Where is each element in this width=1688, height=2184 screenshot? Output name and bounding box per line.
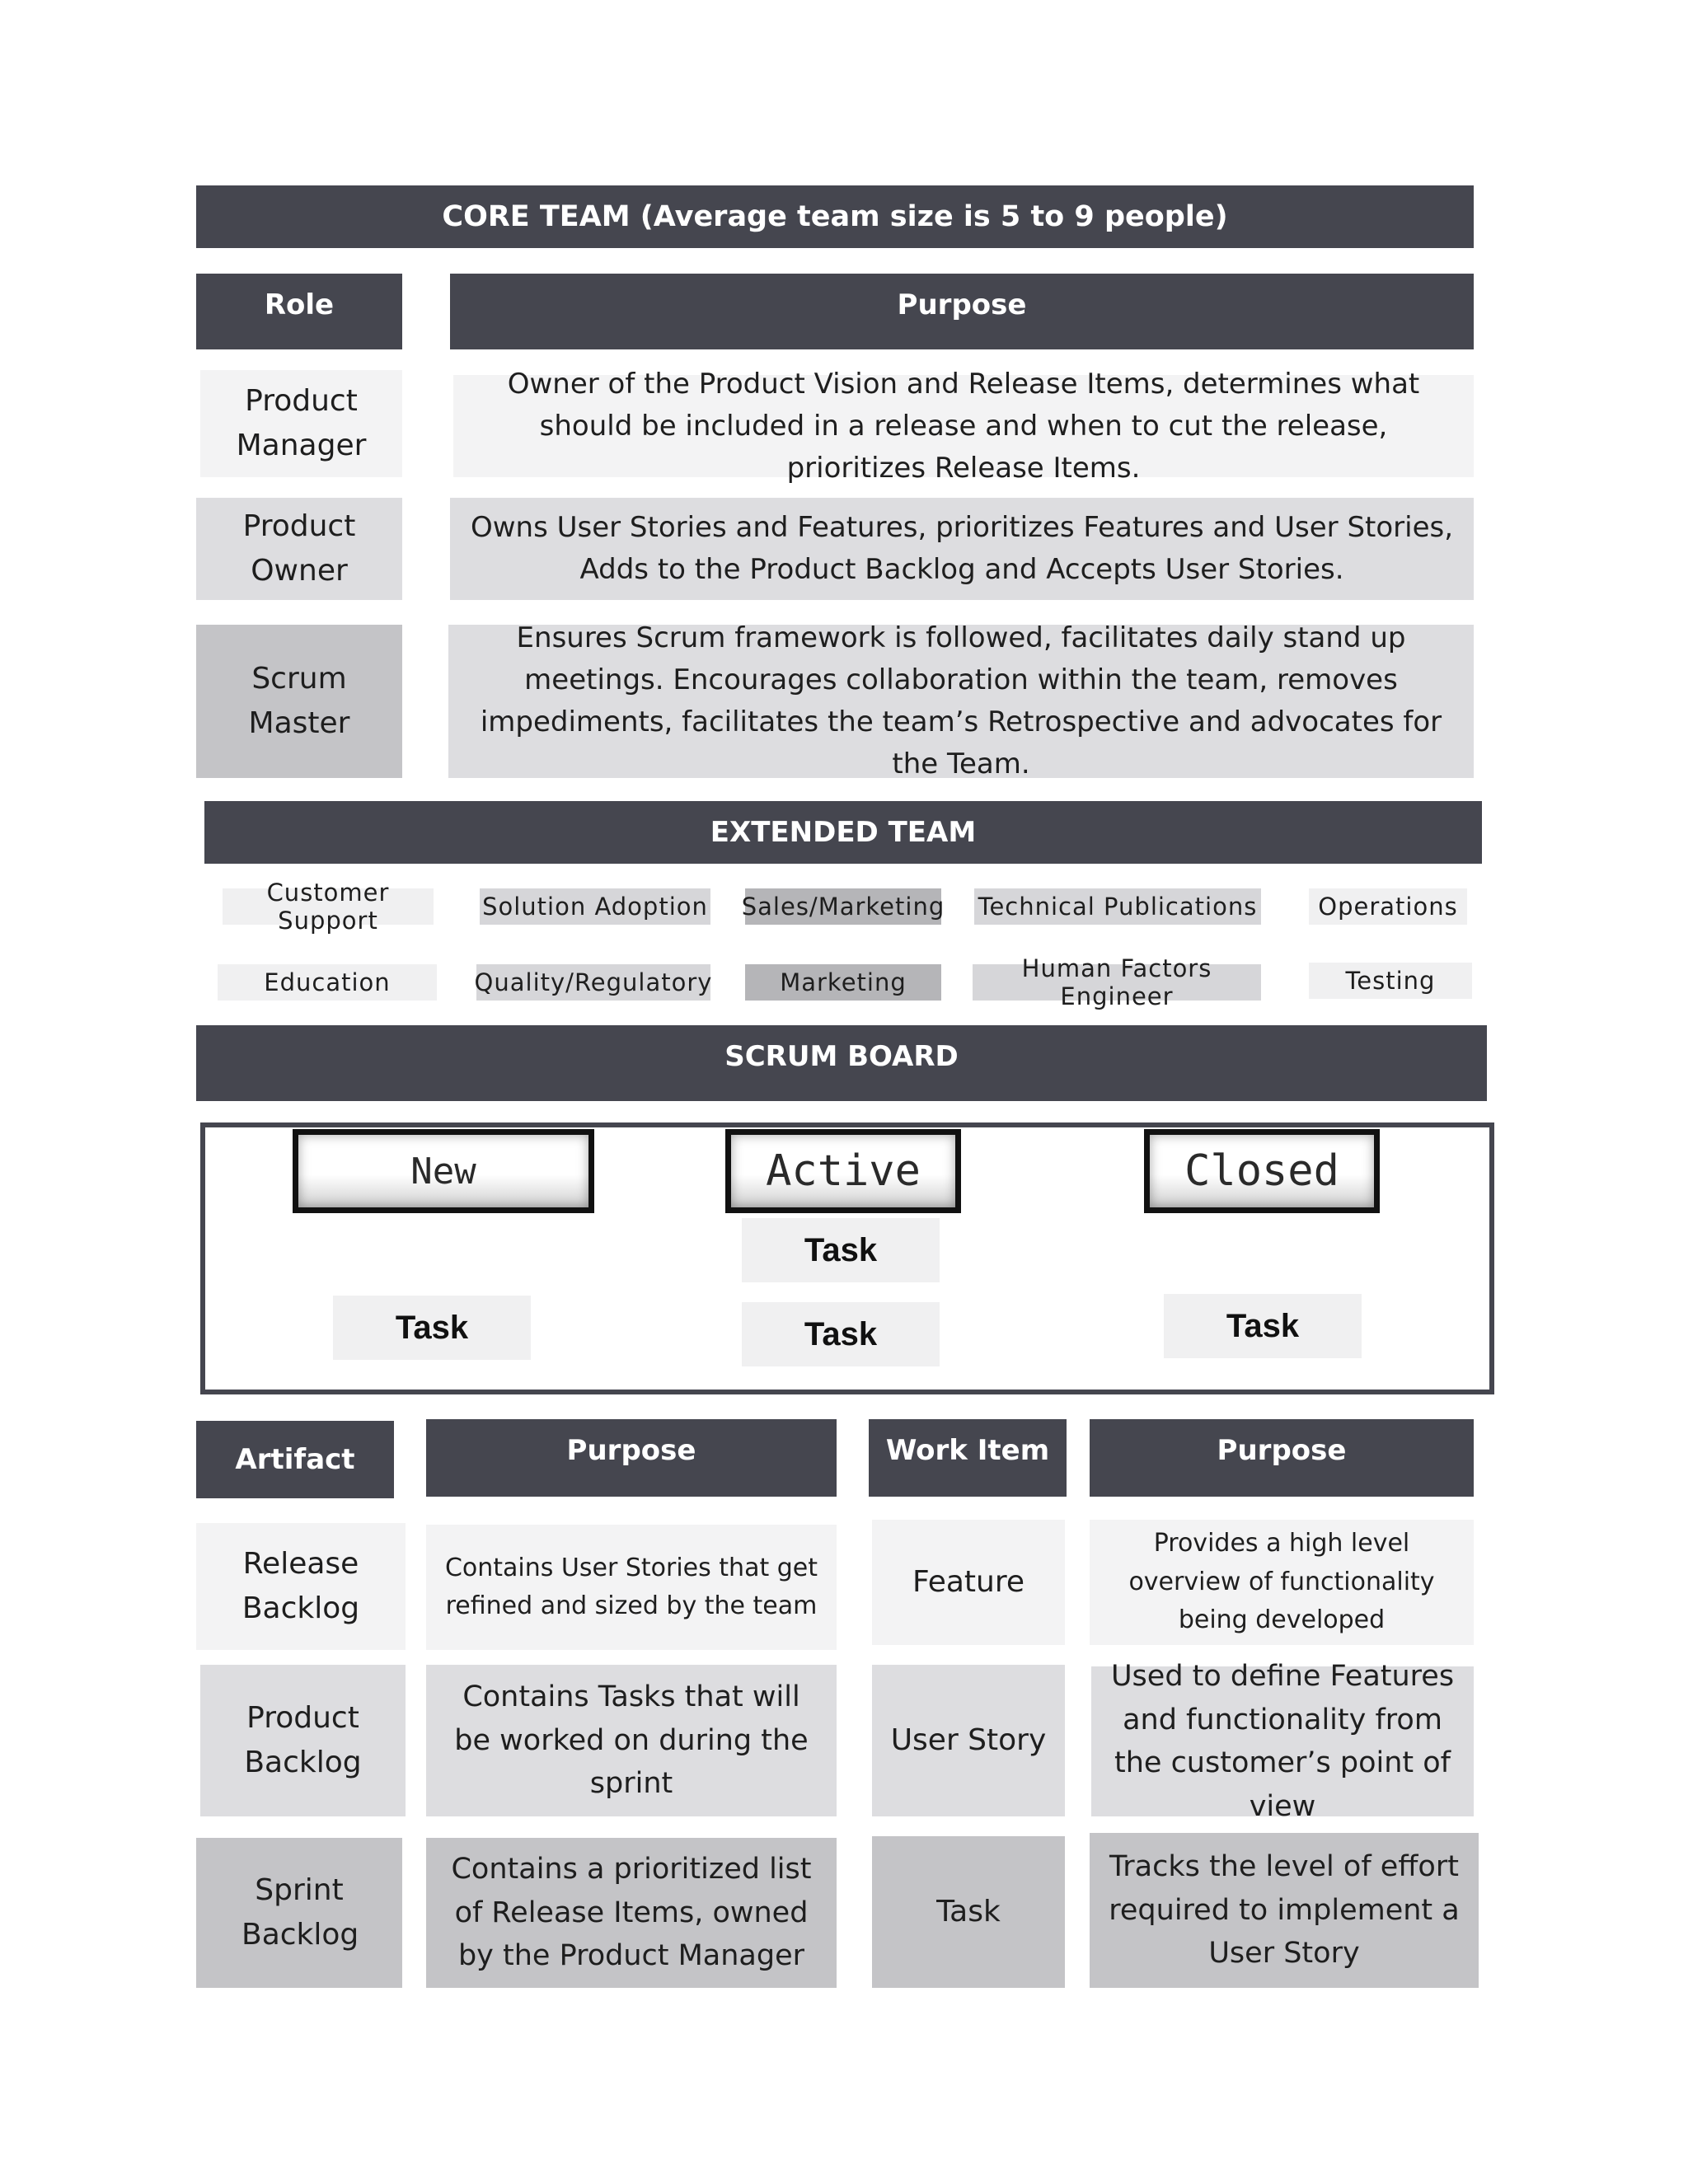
purpose-text: Owns User Stories and Features, prioritizes Features and User Stories, Adds to the Product Backlog and Accepts User Stories.	[470, 511, 1454, 586]
task-card[interactable]	[742, 1302, 940, 1366]
artifact-release-backlog	[196, 1523, 406, 1650]
artifact-purpose-product-backlog	[426, 1665, 837, 1816]
role-scrum-master	[196, 625, 402, 778]
artifact-purpose-column-header	[426, 1419, 837, 1497]
work-item-purpose-header-label: Purpose	[1217, 1434, 1347, 1467]
member-chip	[974, 888, 1261, 925]
task-card[interactable]	[742, 1218, 940, 1282]
task-label: Task	[804, 1315, 878, 1352]
member-chip	[741, 888, 945, 925]
work-item-feature	[872, 1520, 1065, 1645]
member-label: Technical Publications	[978, 893, 1258, 921]
work-item-task	[872, 1836, 1065, 1988]
scrum-board-header	[196, 1025, 1487, 1101]
member-chip	[1309, 963, 1472, 999]
member-label: Sales/Marketing	[741, 893, 945, 921]
column-new	[293, 1129, 594, 1213]
member-label: Testing	[1345, 967, 1436, 995]
purpose-text: Provides a high level overview of functionality being developed	[1128, 1529, 1435, 1635]
member-chip	[745, 964, 941, 1001]
core-purpose-header-label: Purpose	[897, 288, 1027, 321]
member-chip	[474, 964, 713, 1001]
core-team-header	[196, 185, 1474, 248]
artifact-label: Sprint Backlog	[241, 1873, 359, 1952]
member-label: Customer Support	[266, 879, 390, 935]
task-label: Task	[395, 1309, 469, 1346]
purpose-product-manager	[453, 367, 1474, 485]
artifact-purpose-sprint-backlog	[426, 1838, 837, 1988]
member-chip	[223, 879, 434, 935]
member-label: Quality/Regulatory	[474, 968, 713, 996]
work-item-purpose-task	[1090, 1833, 1479, 1988]
purpose-scrum-master	[448, 621, 1474, 780]
artifact-purpose-header-label: Purpose	[566, 1434, 696, 1467]
work-item-purpose-column-header	[1090, 1419, 1474, 1497]
role-product-owner	[196, 498, 402, 600]
extended-team-header	[204, 801, 1482, 864]
artifact-purpose-release-backlog	[426, 1525, 837, 1650]
task-card[interactable]	[333, 1296, 531, 1360]
purpose-text: Contains a prioritized list of Release Items, owned by the Product Manager	[451, 1853, 812, 1973]
role-column-header	[196, 274, 402, 349]
extended-team-title: EXTENDED TEAM	[710, 816, 977, 849]
role-label: Scrum Master	[248, 662, 350, 740]
artifact-label: Release Backlog	[241, 1547, 360, 1625]
member-chip	[218, 964, 437, 1001]
member-label: Human Factors Engineer	[1021, 954, 1212, 1010]
artifact-header-label: Artifact	[235, 1443, 355, 1476]
column-label: Closed	[1184, 1146, 1339, 1196]
scrum-board-title: SCRUM BOARD	[724, 1040, 959, 1073]
purpose-text: Ensures Scrum framework is followed, facilitates daily stand up meetings. Encourages collaboration within the team, removes impediments, facilitates the team’s Retrospective and advocates for the Team.	[480, 621, 1442, 780]
task-label: Task	[804, 1231, 878, 1268]
work-item-purpose-feature	[1090, 1520, 1474, 1645]
member-label: Marketing	[780, 968, 907, 996]
role-label: Product Owner	[242, 509, 356, 588]
member-label: Solution Adoption	[482, 893, 708, 921]
role-label: Product Manager	[236, 384, 367, 462]
work-item-header-label: Work Item	[885, 1434, 1050, 1467]
core-team-title: CORE TEAM (Average team size is 5 to 9 people)	[442, 200, 1228, 233]
artifact-sprint-backlog	[196, 1838, 402, 1988]
purpose-text: Owner of the Product Vision and Release Items, determines what should be included in a release and when to cut the release, prioritizes Release Items.	[507, 367, 1420, 485]
column-label: New	[410, 1150, 476, 1193]
member-label: Operations	[1318, 893, 1458, 921]
member-chip	[973, 954, 1261, 1010]
purpose-text: Tracks the level of effort required to implement a User Story	[1109, 1850, 1460, 1971]
artifact-column-header	[196, 1421, 394, 1498]
core-purpose-column-header	[450, 274, 1474, 349]
artifact-product-backlog	[200, 1665, 406, 1816]
work-item-purpose-user-story	[1091, 1660, 1474, 1823]
work-item-label: Task	[936, 1895, 1001, 1929]
column-label: Active	[766, 1146, 921, 1196]
member-chip	[1309, 888, 1467, 925]
work-item-label: Feature	[912, 1565, 1025, 1599]
task-label: Task	[1226, 1307, 1300, 1344]
member-chip	[480, 888, 710, 925]
purpose-text: Used to define Features and functionality from the customer’s point of view	[1110, 1660, 1455, 1823]
work-item-label: User Story	[890, 1723, 1047, 1757]
artifact-label: Product Backlog	[244, 1701, 362, 1779]
purpose-product-owner	[450, 498, 1474, 600]
purpose-text: Contains Tasks that will be worked on during the sprint	[454, 1680, 809, 1801]
work-item-user-story	[872, 1665, 1065, 1816]
purpose-text: Contains User Stories that get refined and sized by the team	[444, 1553, 818, 1620]
column-active	[725, 1129, 961, 1213]
task-card[interactable]	[1164, 1294, 1362, 1358]
work-item-column-header	[869, 1419, 1067, 1497]
member-label: Education	[264, 968, 391, 996]
role-header-label: Role	[264, 288, 335, 321]
column-closed	[1144, 1129, 1380, 1213]
role-product-manager	[200, 370, 402, 477]
